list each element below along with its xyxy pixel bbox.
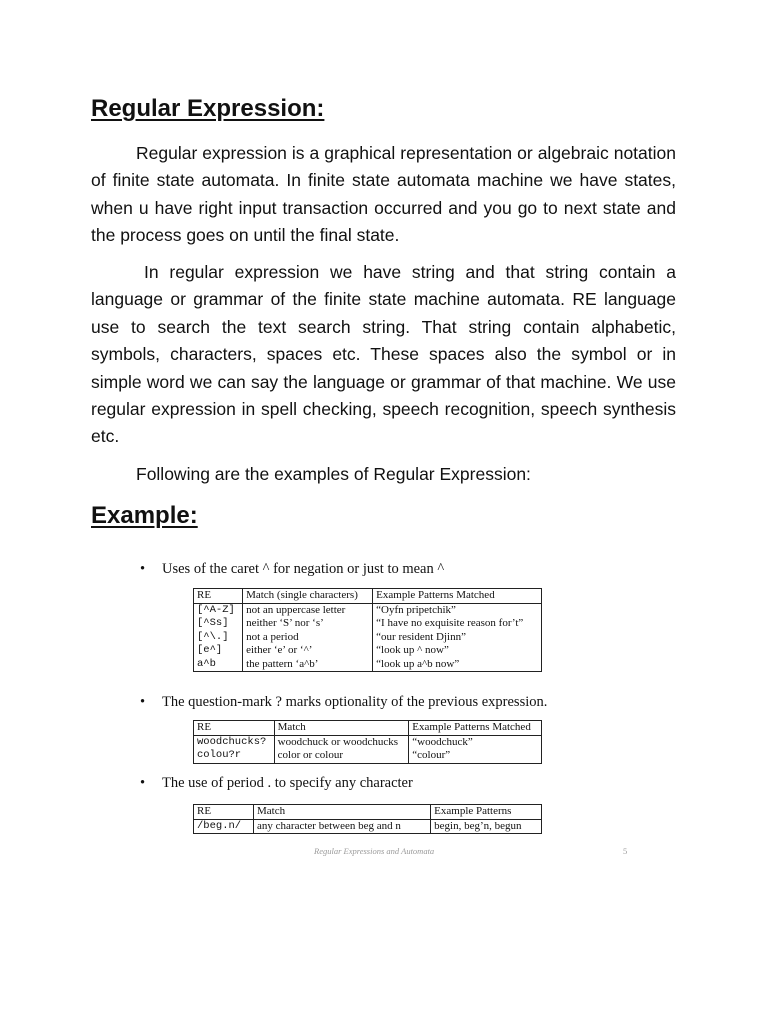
example-cell: “look up ^ now” — [373, 644, 542, 658]
bullet-icon: • — [140, 775, 146, 791]
re-cell: /beg.n/ — [194, 819, 254, 834]
table-row — [194, 617, 542, 631]
bullet-caret — [140, 561, 444, 578]
table-header: RE — [194, 721, 275, 736]
example-cell: “colour” — [409, 749, 542, 763]
example-cell: “our resident Djinn” — [373, 631, 542, 645]
table-header: Example Patterns Matched — [409, 721, 542, 736]
match-cell: any character between beg and n — [254, 819, 431, 834]
bullet-period — [140, 775, 413, 792]
table-header: Match — [274, 721, 409, 736]
table-header: Match (single characters) — [243, 589, 373, 604]
table-header: RE — [194, 805, 254, 820]
example-cell: begin, beg’n, begun — [431, 819, 542, 834]
bullet-text: Uses of the caret ^ for negation or just to mean ^ — [162, 561, 445, 577]
caret-table — [193, 588, 542, 672]
re-cell: [^Ss] — [194, 617, 243, 631]
match-cell: neither ‘S’ nor ‘s’ — [243, 617, 373, 631]
page-title: Regular Expression: — [91, 95, 325, 122]
re-cell: [^A-Z] — [194, 603, 243, 617]
table-row — [194, 735, 542, 749]
bullet-icon: • — [140, 561, 146, 577]
paragraph-definition: Regular expression is a graphical representation or algebraic notation of finite state automata. In finite state automata machine we have states, when u have right input transaction occurred and you go to next state and the process goes on until the final state. — [91, 143, 676, 246]
table-row — [194, 603, 542, 617]
table-header: Example Patterns — [431, 805, 542, 820]
figure-page-number: 5 — [623, 846, 628, 856]
re-cell: [e^] — [194, 644, 243, 658]
table-row — [194, 658, 542, 672]
bullet-question-mark — [140, 694, 547, 711]
re-cell: a^b — [194, 658, 243, 672]
example-cell: “I have no exquisite reason for’t” — [373, 617, 542, 631]
bullet-text: The question-mark ? marks optionality of the previous expression. — [162, 694, 548, 710]
paragraph-usage: In regular expression we have string and that string contain a language or grammar of the finite state machine automata. RE language use to search the text search string. That string contain alphabetic, symbols, characters, spaces etc. These spaces also the symbol or in simple word we can say the language or grammar of that machine. We use regular expression in spell checking, speech recognition, speech synthesis etc. — [91, 262, 676, 447]
match-cell: woodchuck or woodchucks — [274, 735, 409, 749]
match-cell: color or colour — [274, 749, 409, 763]
match-cell: not an uppercase letter — [243, 603, 373, 617]
table-row — [194, 631, 542, 645]
re-cell: woodchucks? — [194, 735, 275, 749]
period-table — [193, 804, 542, 834]
match-cell: the pattern ‘a^b’ — [243, 658, 373, 672]
table-row — [194, 644, 542, 658]
match-cell: not a period — [243, 631, 373, 645]
re-cell: colou?r — [194, 749, 275, 763]
bullet-text: The use of period . to specify any character — [162, 775, 413, 791]
paragraph-intro-examples: Following are the examples of Regular Expression: — [136, 464, 531, 484]
figure-caption: Regular Expressions and Automata — [314, 846, 435, 856]
example-cell: “look up a^b now” — [373, 658, 542, 672]
table-header: RE — [194, 589, 243, 604]
example-cell: “Oyfn pripetchik” — [373, 603, 542, 617]
bullet-icon: • — [140, 694, 146, 710]
example-heading: Example: — [91, 502, 198, 529]
table-row — [194, 819, 542, 834]
table-header: Example Patterns Matched — [373, 589, 542, 604]
match-cell: either ‘e’ or ‘^’ — [243, 644, 373, 658]
table-row — [194, 749, 542, 763]
example-cell: “woodchuck” — [409, 735, 542, 749]
re-cell: [^\.] — [194, 631, 243, 645]
question-mark-table — [193, 720, 542, 764]
table-header: Match — [254, 805, 431, 820]
